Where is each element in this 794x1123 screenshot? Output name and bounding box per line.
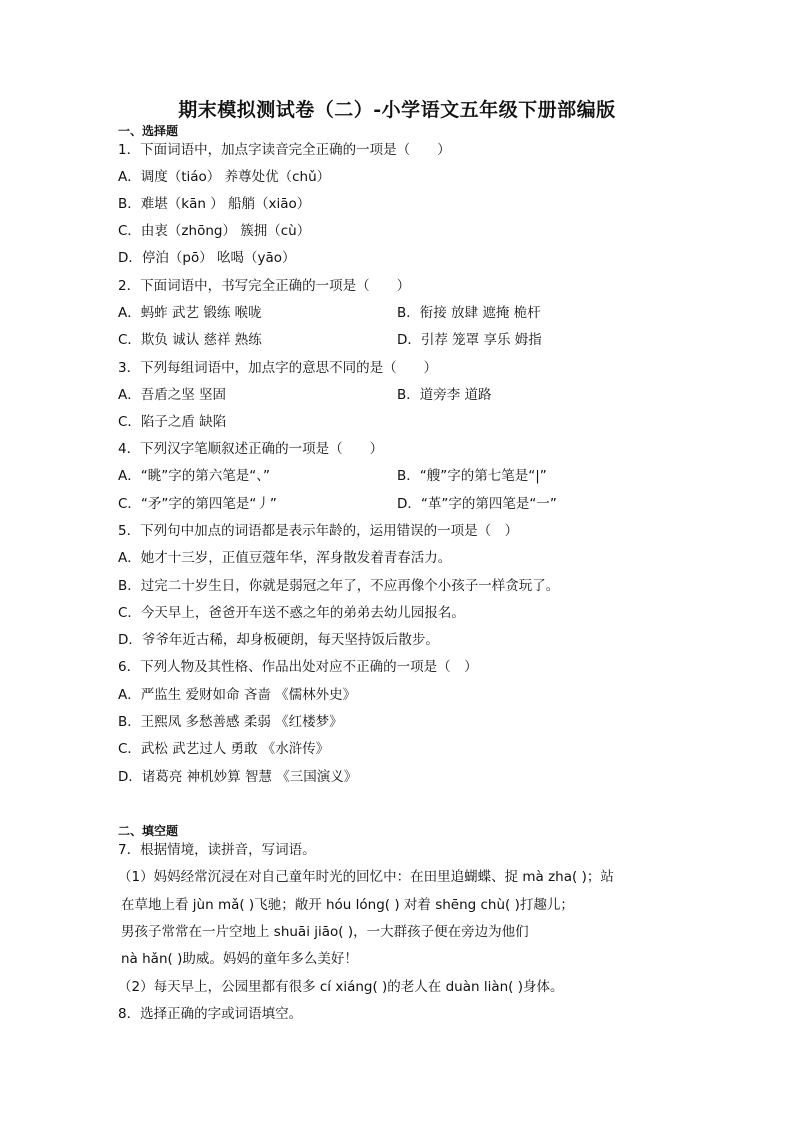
q5-option-d: D．爷爷年近古稀，却身板硬朗，每天坚持饭后散步。 [118,632,439,648]
q1-option-d: D．停泊（pō） 吆喝（yāo） [118,250,296,266]
q7-text-line-2: 在草地上看 jùn mǎ( )飞驰；敞开 hóu lóng( ) 对着 shēng chù( )打趣儿； [121,897,574,913]
section-heading-choice: 一、选择题 [118,124,179,138]
q7-text-line-4: nà hǎn( )助威。妈妈的童年多么美好！ [121,951,358,967]
q6-stem: 6．下列人物及其性格、作品出处对应不正确的一项是（ ） [118,659,478,675]
q1-option-a: A．调度（tiáo） 养尊处优（chǔ） [118,169,331,185]
q6-option-c: C．武松 武艺过人 勇敢 《水浒传》 [118,741,330,757]
q1-option-c: C．由衷（zhōng） 簇拥（cù） [118,223,311,239]
q4-option-b: B．“艘”字的第七笔是“|” [397,468,547,484]
q5-option-c: C．今天早上，爸爸开车送不惑之年的弟弟去幼儿园报名。 [118,605,465,621]
q2-option-c: C．欺负 诚认 慈祥 熟练 [118,332,262,348]
q5-stem: 5．下列句中加点的词语都是表示年龄的，运用错误的一项是（ ） [118,523,519,539]
q1-stem: 1．下面词语中，加点字读音完全正确的一项是（ ） [118,142,451,158]
q2-option-d: D．引荐 笼罩 享乐 姆指 [397,332,542,348]
q6-option-b: B．王熙凤 多愁善感 柔弱 《红楼梦》 [118,714,343,730]
q2-option-b: B．衔接 放肆 遮掩 桅杆 [397,305,541,321]
q4-stem: 4．下列汉字笔顺叙述正确的一项是（ ） [118,441,384,457]
q5-option-a: A．她才十三岁，正值豆蔻年华，浑身散发着青春活力。 [118,550,452,566]
q5-option-b: B．过完二十岁生日，你就是弱冠之年了，不应再像个小孩子一样贪玩了。 [118,578,560,594]
q3-stem: 3．下列每组词语中，加点字的意思不同的是（ ） [118,360,438,376]
q4-option-d: D．“革”字的第四笔是“一” [397,496,557,512]
q6-option-d: D．诸葛亮 神机妙算 智慧 《三国演义》 [118,769,358,785]
q7-stem: 7．根据情境，读拼音，写词语。 [118,842,316,858]
q4-option-c: C．“矛”字的第四笔是“丿” [118,496,277,512]
q7-text-line-1: （1）妈妈经常沉浸在对自己童年时光的回忆中：在田里追蝴蝶、捉 mà zha( )；站 [118,869,614,885]
page-title: 期末模拟测试卷（二）-小学语文五年级下册部编版 [178,99,616,121]
q2-stem: 2．下面词语中，书写完全正确的一项是（ ） [118,278,411,294]
q2-option-a: A．蚂蚱 武艺 锻练 喉咙 [118,305,262,321]
q3-option-a: A．吾盾之坚 坚固 [118,387,227,403]
q1-option-b: B．难堪（kān ） 船艄（xiāo） [118,196,311,212]
q6-option-a: A．严监生 爱财如命 吝啬 《儒林外史》 [118,687,357,703]
section-heading-fill: 二、填空题 [118,824,179,838]
q8-stem: 8．选择正确的字或词语填空。 [118,1006,303,1022]
q7-text-line-5: （2）每天早上，公园里都有很多 cí xiáng( )的老人在 duàn liàn( )身体。 [118,979,564,995]
q3-option-b: B．道旁李 道路 [397,387,492,403]
q7-text-line-3: 男孩子常常在一片空地上 shuāi jiāo( )，一大群孩子便在旁边为他们 [121,924,529,940]
q3-option-c: C．陷子之盾 缺陷 [118,414,227,430]
q4-option-a: A．“眺”字的第六笔是“、” [118,468,270,484]
